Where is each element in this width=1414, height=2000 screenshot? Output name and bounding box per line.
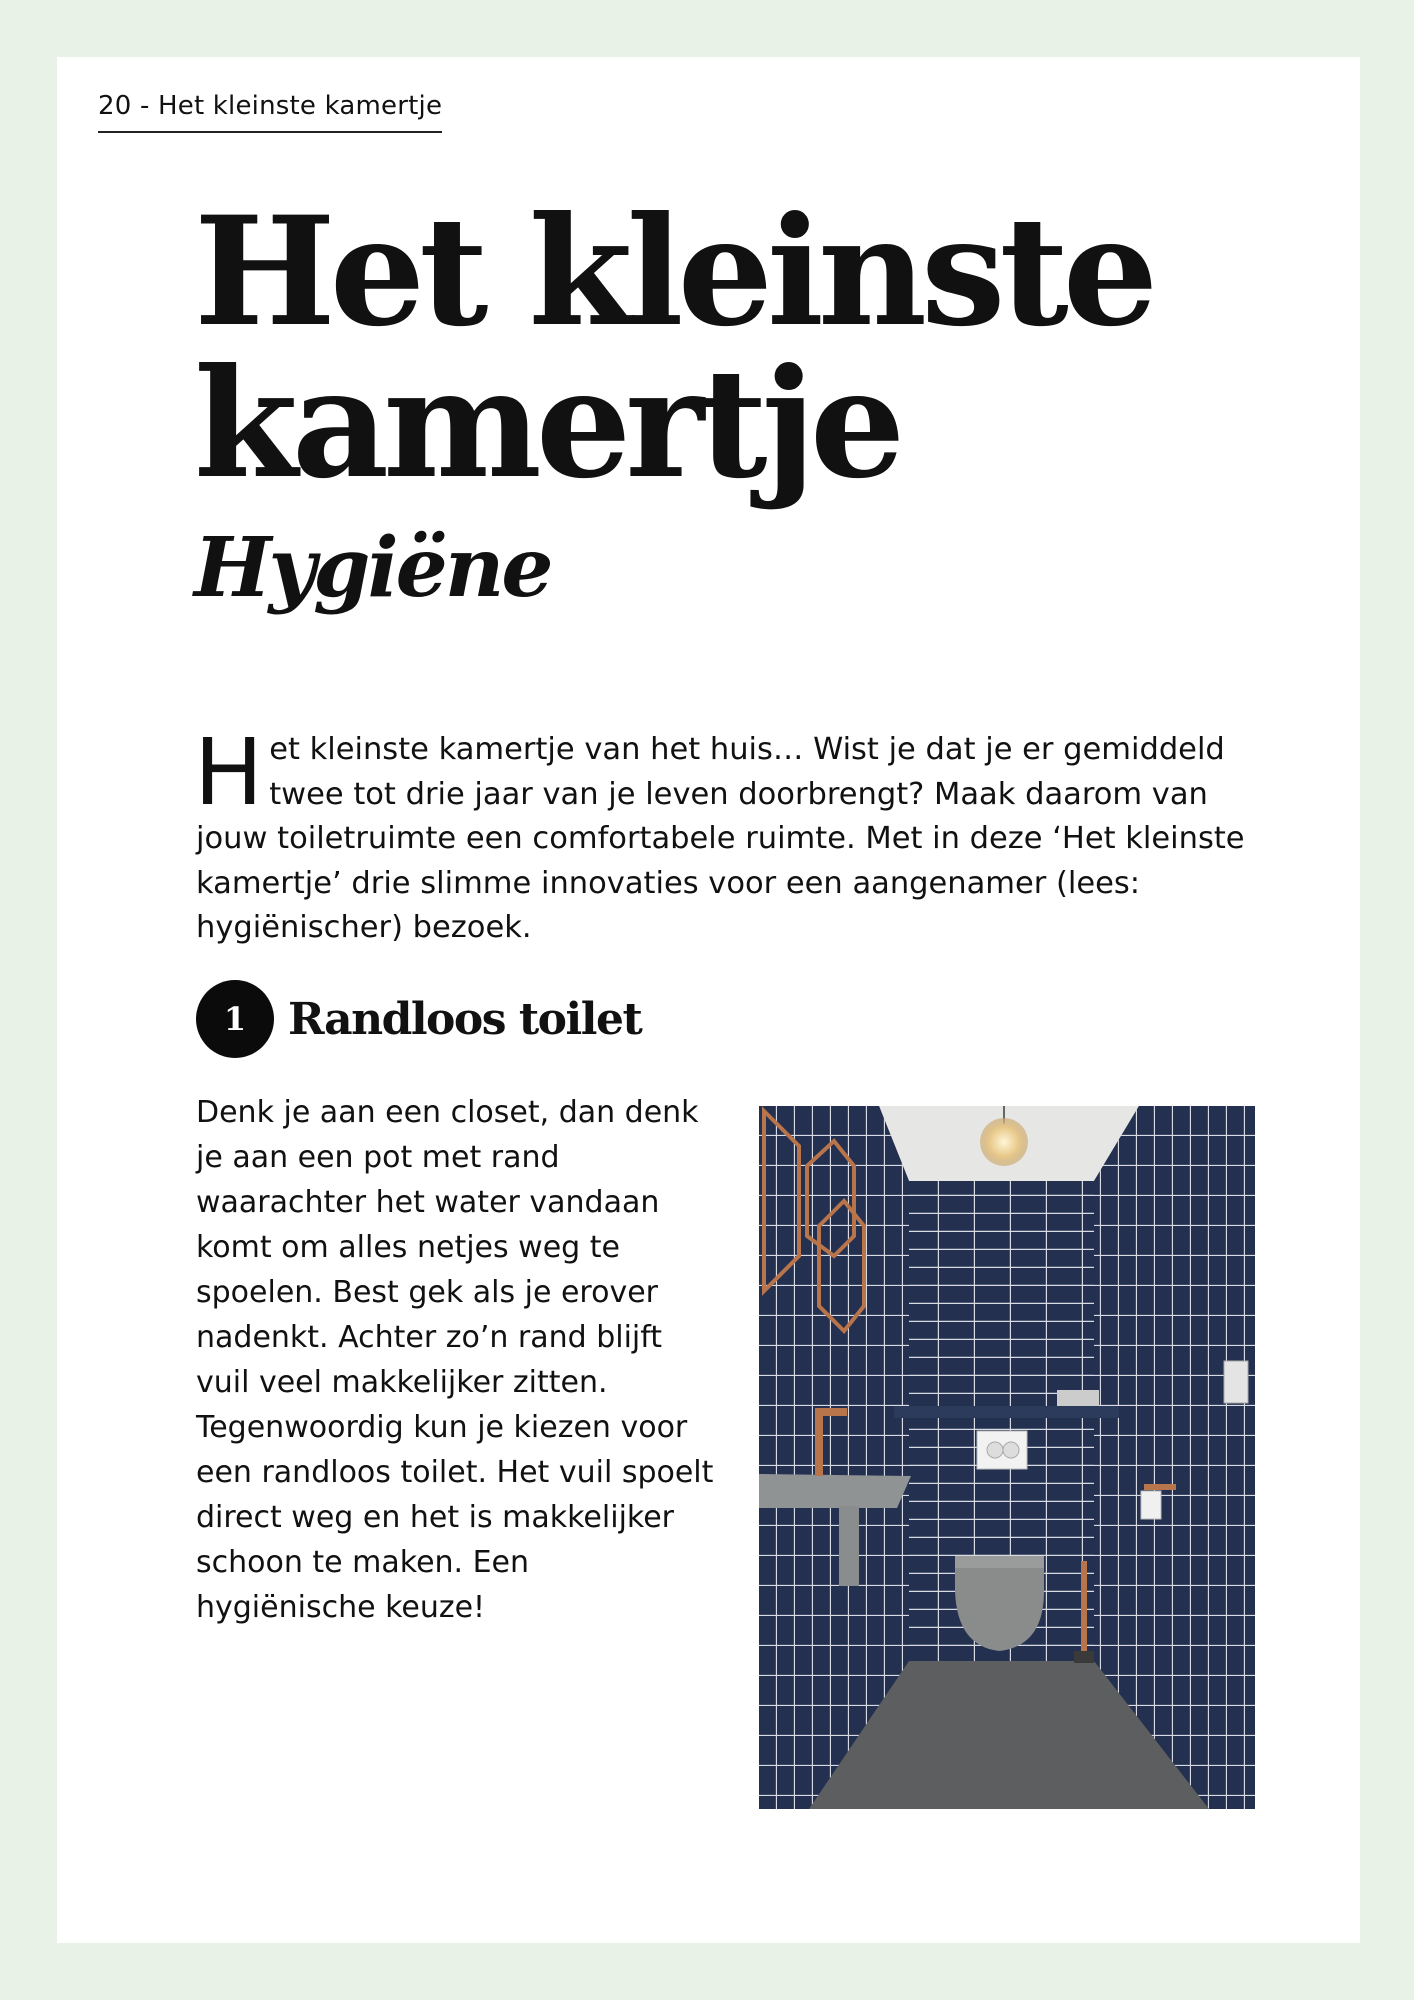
drop-cap: H [194, 719, 264, 826]
section-number-badge: 1 [196, 980, 274, 1058]
intro-paragraph [194, 719, 1266, 951]
page-title-line-1: Het kleinste [194, 184, 1153, 360]
toilet-room-illustration [759, 1106, 1255, 1809]
ceiling-lamp [980, 1118, 1028, 1166]
section-heading [196, 980, 641, 1058]
wall-sink [759, 1474, 911, 1508]
intro-text: et kleinste kamertje van het huis… Wist je dat je er gemiddeld twee tot drie jaar van je leven doorbrengt? Maak daarom van jouw toiletruimte een comfortabele ruimte. Met in deze ‘Het kleinste kamertje’ drie slimme innovaties voor een aangenamer (lees: hygiënischer) bezoek. [196, 732, 1245, 945]
section-title: Randloos toilet [288, 993, 642, 1045]
toilet-room-photo [759, 1106, 1255, 1809]
running-head: 20 - Het kleinste kamertje [98, 91, 442, 133]
section-body-text: Denk je aan een closet, dan denk je aan een pot met rand waarachter het water vandaan komt om alles netjes weg te spoelen. Best gek als je erover nadenkt. Achter zo’n rand blijft vuil veel makkelijker zitten. Tegenwoordig kun je kiezen voor een randloos toilet. Het vuil spoelt direct weg en het is makkelijker schoon te maken. Een hygiënische keuze! [196, 1095, 714, 1625]
page-subtitle: Hygiëne [194, 520, 551, 616]
page-title [194, 184, 1153, 512]
page-title-line-2: kamertje [194, 336, 900, 512]
